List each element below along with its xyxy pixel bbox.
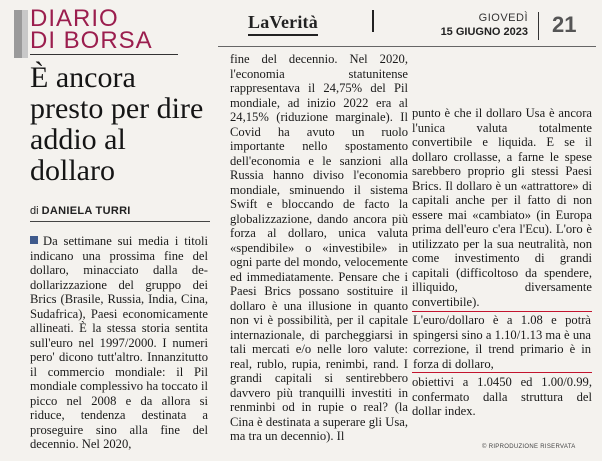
rubric-shade-bar-light bbox=[22, 10, 28, 58]
rubric-underline bbox=[30, 54, 178, 55]
column-2-text: fine del decennio. Nel 2020, l'economia statunitense rappresentava il 24,75% del Pil mondiale, ad inizio 2022 era al 24,15% (riduzione marginale). Il Covid ha avuto un ruolo importante nello spostamento dell'economia e le sanzioni alla Russia hanno diviso l'economia mondiale, sminuendo il sistema Swift e bloccando de facto la globalizzazione, dando ancora più forza al dollaro, unica valuta «spendibile» o «investibile» in ogni parte del mondo, velocemente ed immediatamente. Pensare che i Paesi Brics possano sostituire il dollaro è una illusione in quanto non vi è possibilità, per il capitale internazionale, di parcheggiarsi in tali mercati e/o nelle loro valute: real, rublo, rupia, renimbi, rand. I grandi capitali si sentirebbero davvero più tranquilli investiti in renminbi od in rupie o real? (la Cina è destinata a superare gli Usa, ma tra un decennio). Il bbox=[230, 52, 408, 443]
article-column-1 bbox=[30, 234, 208, 458]
article-byline bbox=[30, 205, 210, 222]
page-number-divider bbox=[538, 12, 539, 40]
newspaper-masthead bbox=[248, 12, 318, 36]
section-rubric bbox=[30, 5, 170, 54]
column-3-text: punto è che il dollaro Usa è ancora l'unica valuta totalmente convertibile e liquida. E se il dollaro crollasse, a farne le spese sarebbero proprio gli stessi Paesi Brics. Il dollaro è un «attrattore» di capitali anche per il fatto di non essere mai «cambiato» (in Europa prima dell'euro c'era l'Ecu). L'oro è utilizzato per la sua neutralità, non come investimento di grandi capitali (difficoltoso da spendere, illiquido, diversamente convertibile). bbox=[412, 106, 592, 309]
masthead-divider bbox=[372, 10, 374, 32]
byline-author: DANIELA TURRI bbox=[41, 205, 131, 217]
rubric-line-2: DI BORSA bbox=[30, 27, 153, 54]
issue-day: GIOVEDÌ bbox=[478, 12, 528, 24]
article-column-2 bbox=[230, 52, 408, 458]
rubric-line-1: DIARIO bbox=[30, 5, 119, 32]
article-column-3 bbox=[412, 106, 592, 456]
header-rule bbox=[218, 46, 596, 47]
copyright-notice: © RIPRODUZIONE RISERVATA bbox=[482, 444, 576, 450]
issue-date: 15 GIUGNO 2023 bbox=[440, 26, 528, 38]
masthead-la: La bbox=[248, 12, 270, 32]
masthead-verita: Verità bbox=[269, 12, 318, 32]
paragraph-bullet-icon bbox=[30, 236, 38, 244]
highlighted-passage: L'euro/dollaro è a 1.08 e potrà spingersi sino a 1.10/1.13 ma è una correzione, il trend primario è in forza di dollaro, bbox=[412, 311, 592, 373]
column-1-text: Da settimane sui media i titoli indicano una prossima fine del dollaro, minacciato dalla de-dollarizzazione del gruppo dei Brics (Brasile, Russia, India, Cina, Sudafrica), Paesi economicamente allineati. È la stessa storia sentita sull'euro nel 1997/2000. I numeri pero' dicono tutt'altro. Innanzitutto il commercio mondiale: il Pil mondiale complessivo ha toccato il picco nel 2008 e da allora si riduce, tendenza destinata a proseguire sino alla fine del decennio. Nel 2020, bbox=[30, 234, 208, 451]
page-number: 21 bbox=[552, 12, 577, 37]
article-headline: È ancora presto per dire addio al dollaro bbox=[30, 61, 204, 187]
byline-prefix: di bbox=[30, 205, 39, 217]
column-3-closing-text: obiettivi a 1.0450 ed 1.00/0.99, confermato dalla struttura del dollar index. bbox=[412, 375, 592, 418]
